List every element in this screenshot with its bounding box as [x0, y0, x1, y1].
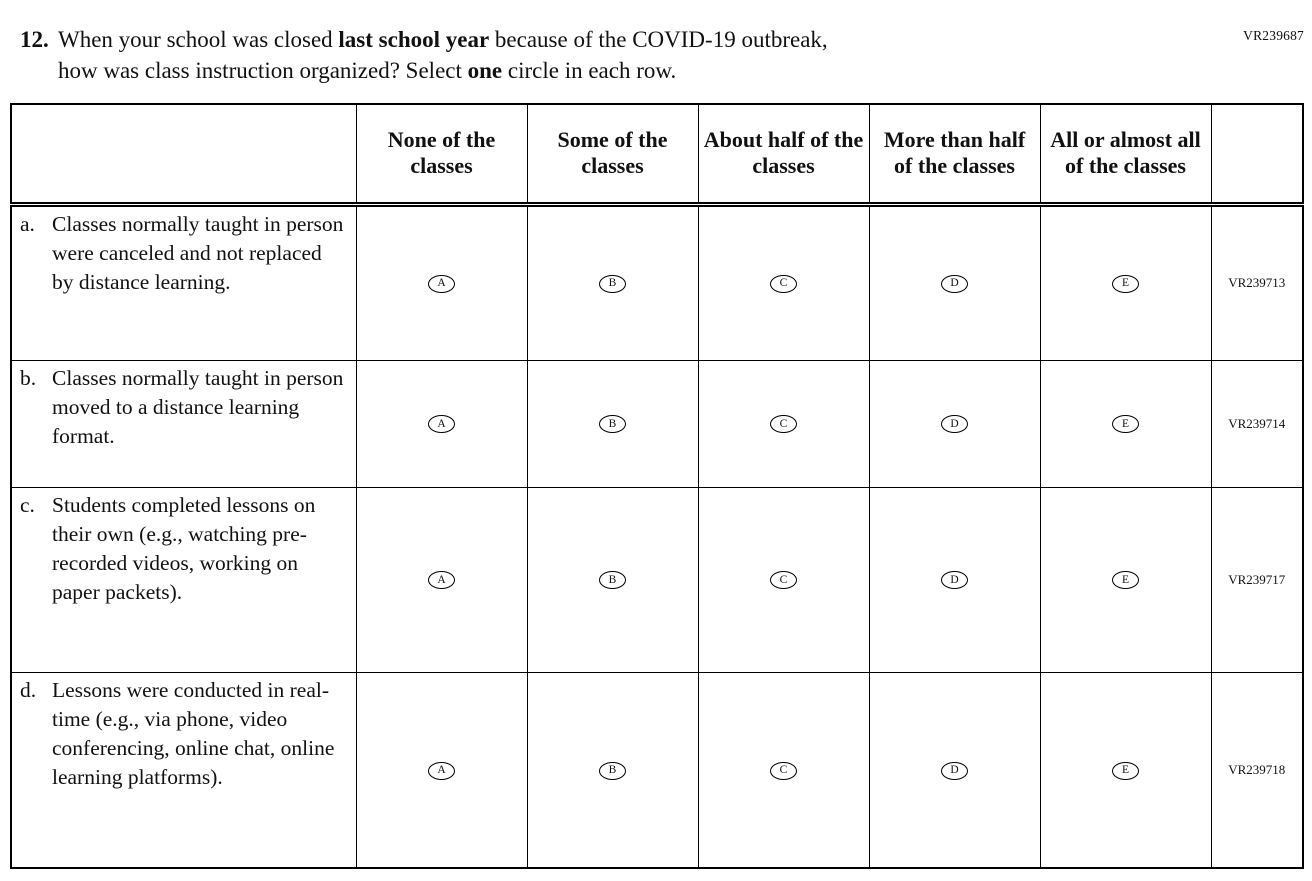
row-letter: b. [20, 365, 37, 390]
table-row [11, 360, 1303, 487]
table-row [11, 204, 1303, 360]
option-cell [527, 360, 698, 487]
row-label-cell [11, 672, 356, 868]
table-row [11, 487, 1303, 672]
option-cell [869, 360, 1040, 487]
option-cell [527, 487, 698, 672]
row-letter: d. [20, 677, 37, 702]
answer-bubble-e[interactable]: E [1112, 571, 1139, 589]
row-letter: a. [20, 211, 35, 236]
option-cell [698, 487, 869, 672]
option-cell [1040, 672, 1211, 868]
option-cell [356, 487, 527, 672]
item-code: VR239718 [1211, 672, 1303, 868]
question-text-segment: When your school was closed [58, 27, 339, 52]
answer-bubble-c[interactable]: C [770, 571, 797, 589]
answer-bubble-a[interactable]: A [428, 571, 455, 589]
option-cell [869, 204, 1040, 360]
option-cell [698, 672, 869, 868]
header-empty-cell [11, 104, 356, 204]
option-cell [1040, 204, 1211, 360]
question-text-bold-segment: one [467, 58, 503, 83]
row-statement: Lessons were conducted in real-time (e.g., via phone, video conferencing, online chat, online learning platforms). [52, 677, 335, 789]
item-code: VR239717 [1211, 487, 1303, 672]
column-header: None of the classes [356, 104, 527, 204]
item-code: VR239713 [1211, 204, 1303, 360]
question-line-2 [58, 55, 828, 86]
option-cell [869, 672, 1040, 868]
option-cell [527, 204, 698, 360]
question-text-segment: how was class instruction organized? Select [58, 58, 468, 83]
option-cell [1040, 487, 1211, 672]
answer-bubble-b[interactable]: B [599, 571, 626, 589]
page-code: VR239687 [1243, 28, 1304, 43]
answer-bubble-d[interactable]: D [941, 571, 968, 589]
question-text-bold-segment: last school year [338, 27, 490, 52]
answer-bubble-c[interactable]: C [770, 415, 797, 433]
option-cell [698, 204, 869, 360]
item-code: VR239714 [1211, 360, 1303, 487]
header-empty-cell [1211, 104, 1303, 204]
answer-bubble-e[interactable]: E [1112, 415, 1139, 433]
question-line-1 [58, 24, 828, 55]
option-cell [1040, 360, 1211, 487]
question-text-segment: circle in each row. [502, 58, 677, 83]
question-block [20, 24, 1312, 86]
answer-bubble-d[interactable]: D [941, 275, 968, 293]
response-grid [10, 103, 1304, 869]
column-header: More than half of the classes [869, 104, 1040, 204]
row-label-cell [11, 487, 356, 672]
question-text [58, 24, 828, 86]
answer-bubble-b[interactable]: B [599, 762, 626, 780]
answer-bubble-c[interactable]: C [770, 275, 797, 293]
answer-bubble-d[interactable]: D [941, 762, 968, 780]
option-cell [356, 360, 527, 487]
answer-bubble-a[interactable]: A [428, 762, 455, 780]
answer-bubble-d[interactable]: D [941, 415, 968, 433]
row-statement: Classes normally taught in person were canceled and not replaced by distance learning. [52, 211, 344, 294]
column-header: Some of the classes [527, 104, 698, 204]
header-row [11, 104, 1303, 204]
question-number: 12. [20, 27, 49, 52]
option-cell [527, 672, 698, 868]
row-statement: Classes normally taught in person moved to a distance learning format. [52, 365, 344, 448]
option-cell [356, 204, 527, 360]
column-header: About half of the classes [698, 104, 869, 204]
answer-bubble-b[interactable]: B [599, 415, 626, 433]
table-row [11, 672, 1303, 868]
question-text-segment: because of the COVID-19 outbreak, [489, 27, 828, 52]
answer-bubble-a[interactable]: A [428, 275, 455, 293]
answer-bubble-b[interactable]: B [599, 275, 626, 293]
option-cell [356, 672, 527, 868]
answer-bubble-a[interactable]: A [428, 415, 455, 433]
column-header: All or almost all of the classes [1040, 104, 1211, 204]
row-letter: c. [20, 492, 35, 517]
row-label-cell [11, 204, 356, 360]
row-label-cell [11, 360, 356, 487]
row-statement: Students completed lessons on their own (e.g., watching pre-recorded videos, working on paper packets). [52, 492, 316, 604]
option-cell [869, 487, 1040, 672]
option-cell [698, 360, 869, 487]
answer-bubble-e[interactable]: E [1112, 275, 1139, 293]
answer-bubble-e[interactable]: E [1112, 762, 1139, 780]
answer-bubble-c[interactable]: C [770, 762, 797, 780]
